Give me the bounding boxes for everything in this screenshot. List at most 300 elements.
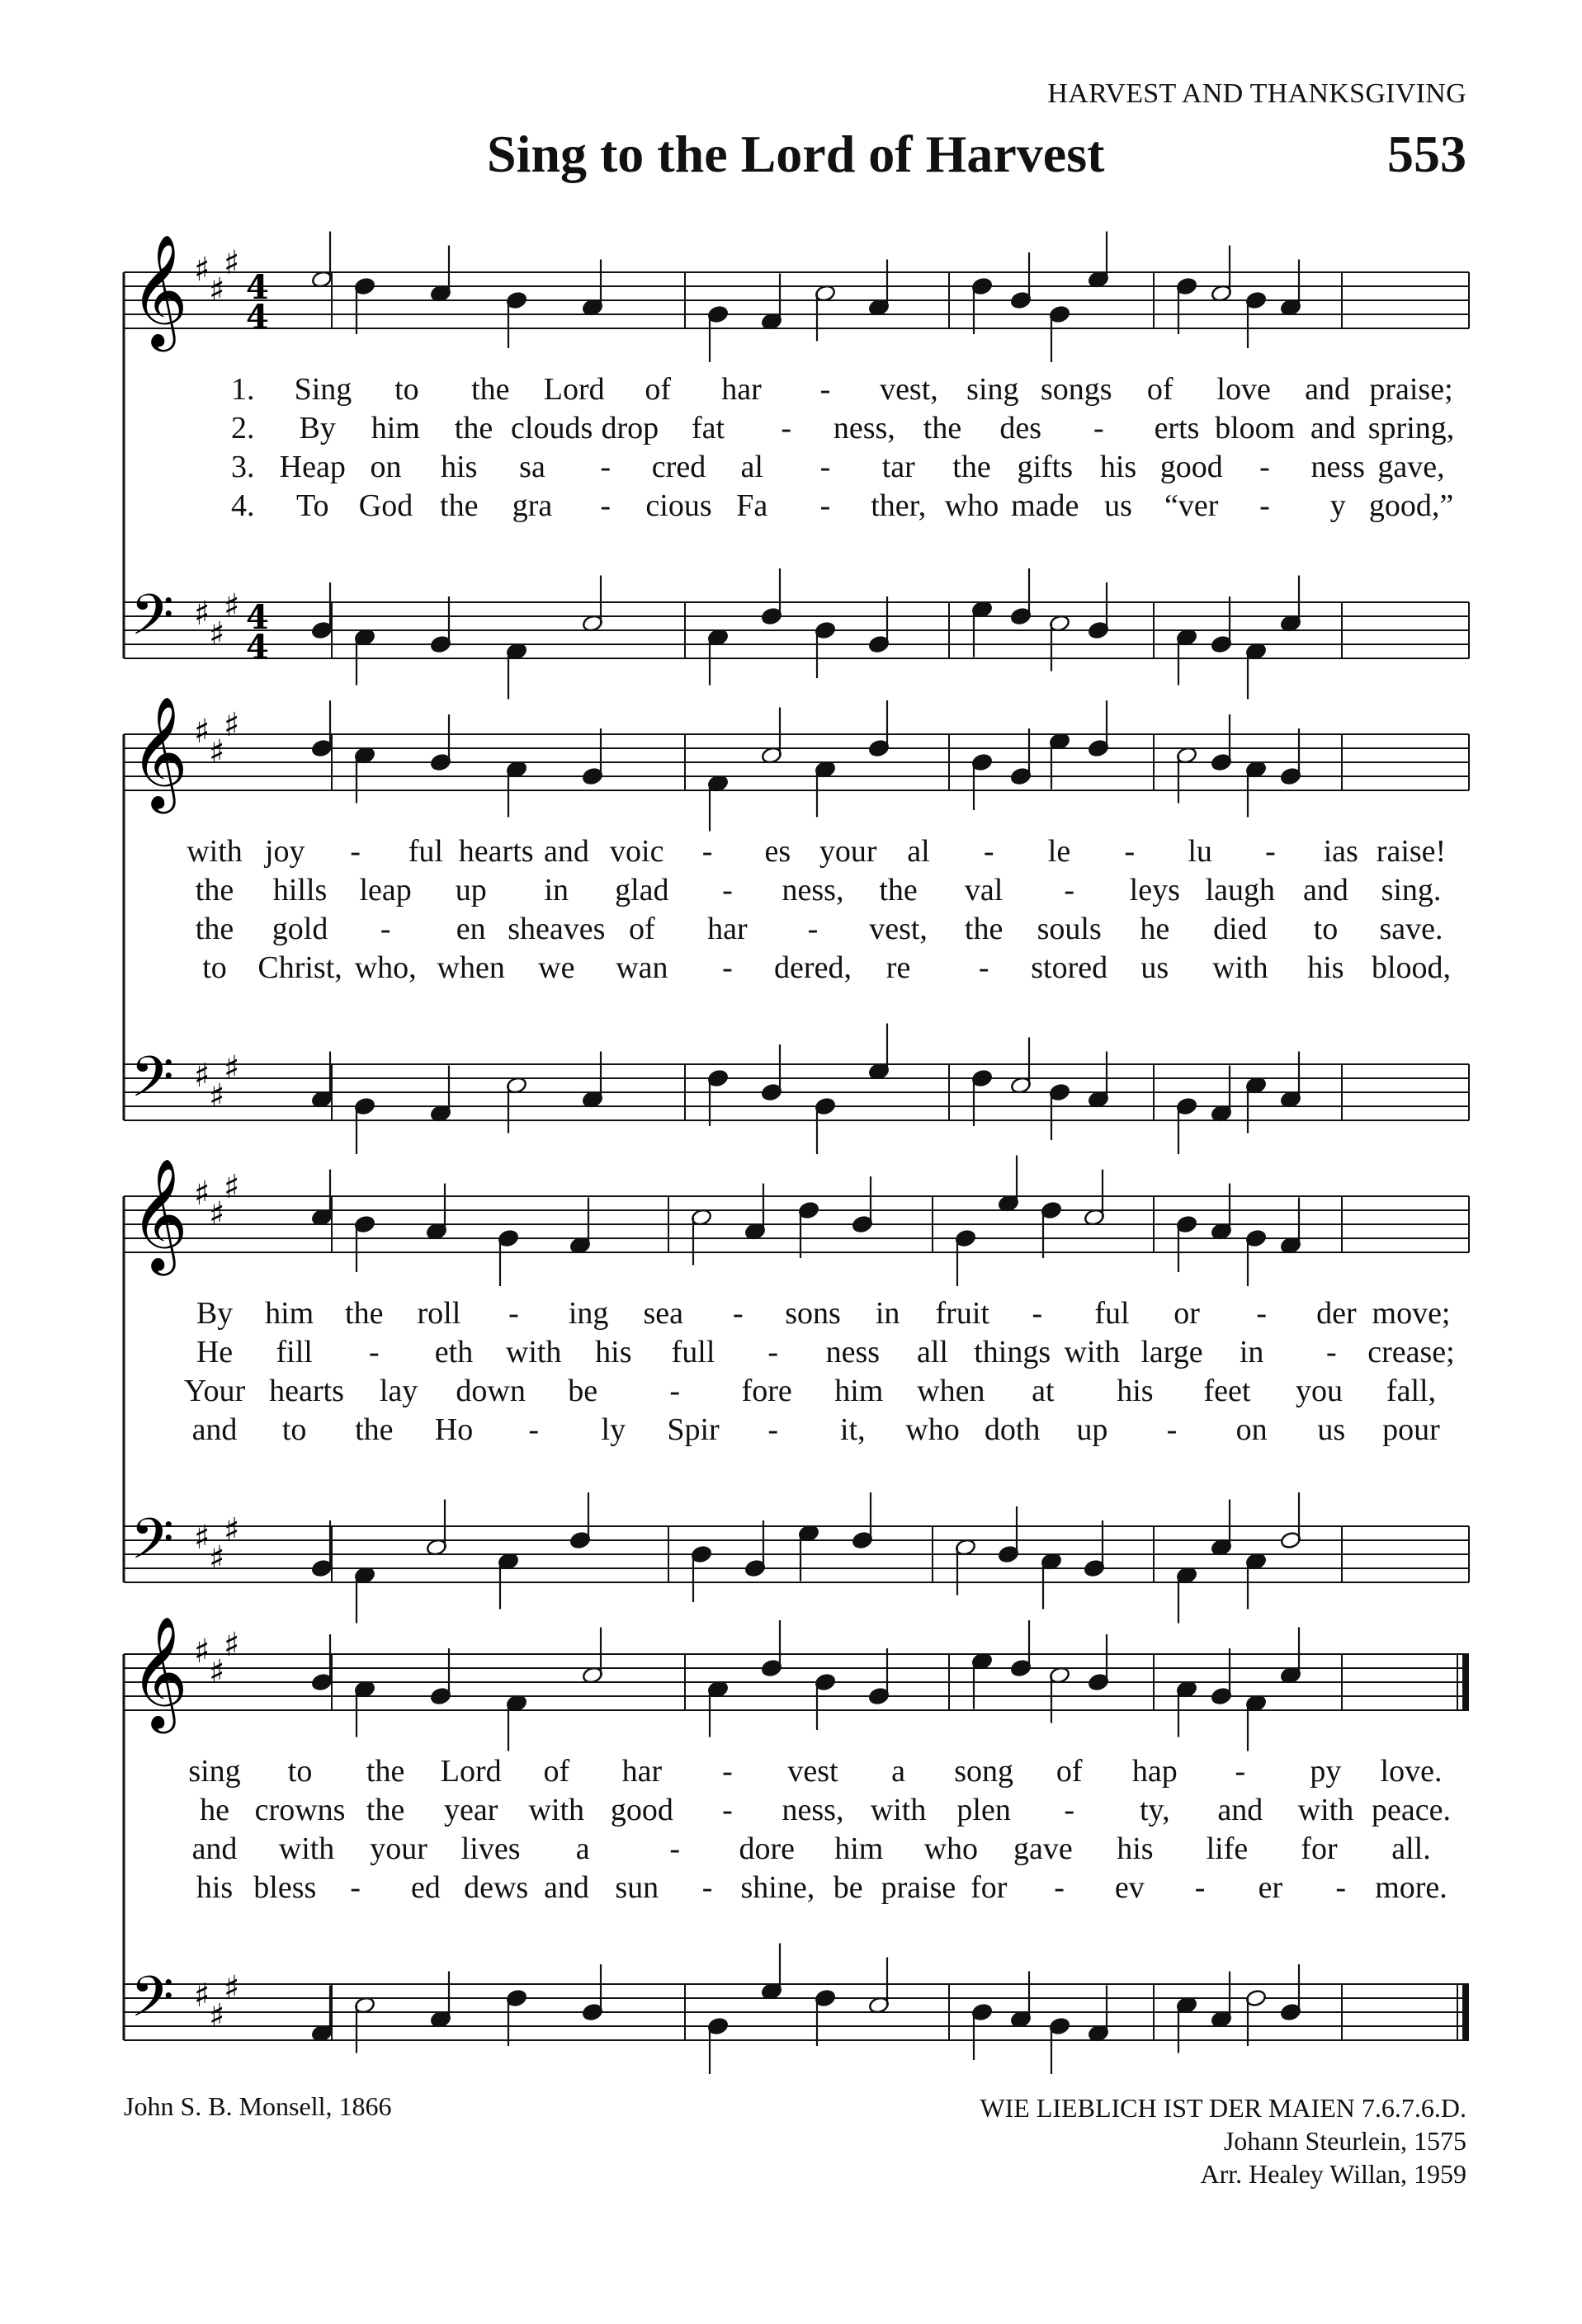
lyric-line-verse-4 xyxy=(124,1869,1469,1907)
lyric-syllable: the xyxy=(454,411,493,445)
lyric-line-verse-1 xyxy=(124,371,1469,409)
lyric-syllable: who xyxy=(905,1412,960,1447)
lyric-syllable: with xyxy=(870,1793,927,1827)
lyric-syllable: - xyxy=(600,488,612,523)
lyric-syllable: - xyxy=(767,1412,778,1447)
lyric-syllable: for xyxy=(1301,1831,1338,1866)
sharp-icon: ♯ xyxy=(209,1653,225,1691)
lyric-syllable: to xyxy=(202,950,227,985)
lyric-syllable: ly xyxy=(601,1412,626,1447)
arranger: Arr. Healey Willan, 1959 xyxy=(1200,2159,1466,2189)
verse-number: 1. xyxy=(231,372,255,407)
lyric-syllable: gave, xyxy=(1377,450,1445,484)
lyric-syllable: ful xyxy=(1094,1296,1130,1331)
lyric-syllable: your xyxy=(370,1831,427,1866)
bass-time-signature xyxy=(246,598,269,667)
bass-clef-icon: 𝄢 xyxy=(130,1965,174,2044)
lyric-syllable: he xyxy=(200,1793,229,1827)
lyric-syllable: - xyxy=(1259,450,1270,484)
lyric-syllable: save. xyxy=(1379,912,1443,946)
lyric-syllable: al xyxy=(740,450,763,484)
lyric-syllable: his xyxy=(1099,450,1137,484)
lyric-syllable: in xyxy=(875,1296,900,1331)
lyric-syllable: - xyxy=(767,1335,778,1369)
treble-time-signature xyxy=(246,268,269,337)
sharp-icon: ♯ xyxy=(224,1969,240,2007)
lyric-syllable: your xyxy=(819,834,877,869)
lyric-syllable: a xyxy=(575,1831,590,1866)
time-digit: 4 xyxy=(246,298,269,337)
lyric-syllable: we xyxy=(538,950,575,985)
lyric-syllable: lives xyxy=(460,1831,521,1866)
lyric-syllable: for xyxy=(970,1870,1008,1905)
sharp-icon: ♯ xyxy=(194,1057,210,1095)
lyric-syllable: love xyxy=(1216,372,1271,407)
final-barline-thick xyxy=(1462,1654,1469,1710)
lyric-syllable: Lord xyxy=(440,1754,502,1789)
lyric-syllable: when xyxy=(437,950,505,985)
lyric-syllable: us xyxy=(1140,950,1169,985)
lyric-syllable: drop xyxy=(601,411,659,445)
lyric-syllable: his xyxy=(1117,1374,1154,1408)
lyric-syllable: love. xyxy=(1380,1754,1443,1789)
lyric-syllable: and xyxy=(1310,411,1356,445)
lyric-line-verse-4 xyxy=(124,1412,1469,1450)
lyric-syllable: him xyxy=(265,1296,314,1331)
lyric-syllable: er xyxy=(1258,1870,1283,1905)
lyric-syllable: ness, xyxy=(782,873,844,907)
lyric-syllable: more. xyxy=(1375,1870,1447,1905)
lyric-syllable: - xyxy=(1335,1870,1347,1905)
lyric-syllable: the xyxy=(471,372,510,407)
lyric-syllable: des xyxy=(999,411,1041,445)
lyric-syllable: val xyxy=(964,873,1004,907)
lyric-line-verse-2 xyxy=(124,872,1469,910)
lyric-syllable: - xyxy=(1124,834,1136,869)
lyric-syllable: - xyxy=(508,1296,519,1331)
lyric-syllable: of xyxy=(543,1754,570,1789)
composer: Johann Steurlein, 1575 xyxy=(1223,2126,1466,2156)
lyric-syllable: hills xyxy=(272,873,328,907)
lyric-syllable: good xyxy=(610,1793,673,1827)
lyric-syllable: Christ, xyxy=(257,950,342,985)
lyric-syllable: Sing xyxy=(294,372,352,407)
lyric-syllable: vest xyxy=(787,1754,838,1789)
lyric-syllable: us xyxy=(1317,1412,1346,1447)
tune-name: WIE LIEBLICH IST DER MAIEN 7.6.7.6.D. xyxy=(980,2093,1466,2123)
sharp-icon: ♯ xyxy=(224,1168,240,1206)
lyric-syllable: - xyxy=(819,488,831,523)
lyric-syllable: hearts xyxy=(269,1374,344,1408)
lyric-syllable: gave xyxy=(1013,1831,1073,1866)
lyric-syllable: up xyxy=(1076,1412,1108,1447)
lyric-syllable: ness xyxy=(825,1335,881,1369)
lyric-syllable: - xyxy=(722,950,733,985)
sharp-icon: ♯ xyxy=(209,1077,225,1115)
lyric-syllable: move; xyxy=(1372,1296,1451,1331)
lyric-syllable: ness xyxy=(1310,450,1365,484)
lyric-syllable: der xyxy=(1316,1296,1357,1331)
lyric-syllable: his xyxy=(595,1335,632,1369)
lyric-syllable: and xyxy=(1305,372,1350,407)
lyric-syllable: at xyxy=(1032,1374,1055,1408)
lyric-syllable: of xyxy=(629,912,655,946)
lyric-syllable: be xyxy=(833,1870,863,1905)
lyric-syllable: - xyxy=(722,1754,733,1789)
lyric-syllable: sea xyxy=(643,1296,684,1331)
lyric-syllable: with xyxy=(528,1793,585,1827)
lyric-syllable: who, xyxy=(354,950,417,985)
lyric-syllable: in xyxy=(1239,1335,1264,1369)
sharp-icon: ♯ xyxy=(224,587,240,625)
sharp-icon: ♯ xyxy=(194,1977,210,2015)
lyric-syllable: to xyxy=(287,1754,313,1789)
lyric-syllable: py xyxy=(1310,1754,1342,1789)
lyric-syllable: souls xyxy=(1037,912,1102,946)
treble-clef-icon: 𝄞 xyxy=(130,1615,188,1728)
lyric-syllable: - xyxy=(1259,488,1270,523)
sharp-icon: ♯ xyxy=(194,251,210,289)
music-system-3 xyxy=(124,1157,1469,1625)
lyric-syllable: sing. xyxy=(1381,873,1442,907)
lyric-syllable: - xyxy=(1032,1296,1043,1331)
lyric-syllable: - xyxy=(722,873,733,907)
lyric-syllable: up xyxy=(455,873,487,907)
sharp-icon: ♯ xyxy=(209,271,225,309)
sharp-icon: ♯ xyxy=(209,1195,225,1233)
lyric-syllable: when xyxy=(917,1374,985,1408)
lyric-syllable: eth xyxy=(434,1335,474,1369)
lyric-syllable: pour xyxy=(1382,1412,1440,1447)
lyric-syllable: joy xyxy=(265,834,305,869)
lyric-syllable: hap xyxy=(1131,1754,1178,1789)
lyric-syllable: ing xyxy=(568,1296,609,1331)
lyric-syllable: praise xyxy=(881,1870,956,1905)
sharp-icon: ♯ xyxy=(224,706,240,744)
lyric-syllable: - xyxy=(701,1870,713,1905)
lyric-syllable: “ver xyxy=(1164,488,1219,523)
lyric-syllable: fall, xyxy=(1386,1374,1437,1408)
lyric-syllable: full xyxy=(671,1335,715,1369)
lyric-line-verse-3 xyxy=(124,911,1469,949)
lyric-syllable: to xyxy=(394,372,419,407)
lyric-syllable: with xyxy=(1297,1793,1354,1827)
lyric-syllable: spring, xyxy=(1367,411,1455,445)
lyric-syllable: the xyxy=(440,488,479,523)
time-digit: 4 xyxy=(246,268,269,307)
lyric-syllable: him xyxy=(834,1374,884,1408)
lyric-syllable: of xyxy=(645,372,671,407)
lyric-syllable: - xyxy=(807,912,819,946)
lyric-syllable: the xyxy=(923,411,962,445)
lyric-syllable: - xyxy=(1194,1870,1206,1905)
treble-staff xyxy=(124,1196,1469,1252)
lyric-syllable: crease; xyxy=(1367,1335,1455,1369)
hymn-number: 553 xyxy=(1387,125,1466,183)
lyric-syllable: - xyxy=(1093,411,1104,445)
lyric-syllable: He xyxy=(196,1335,234,1369)
text-author: John S. B. Monsell, 1866 xyxy=(124,2091,392,2121)
lyric-syllable: har xyxy=(721,372,762,407)
lyric-syllable: - xyxy=(722,1793,733,1827)
lyric-syllable: or xyxy=(1174,1296,1200,1331)
lyric-line-verse-2 xyxy=(124,1792,1469,1830)
lyric-syllable: made xyxy=(1011,488,1079,523)
lyric-syllable: laugh xyxy=(1205,873,1276,907)
lyric-syllable: ness, xyxy=(833,411,895,445)
lyric-syllable: - xyxy=(701,834,713,869)
lyric-syllable: with xyxy=(278,1831,335,1866)
lyric-syllable: gra xyxy=(512,488,553,523)
lyric-syllable: the xyxy=(952,450,991,484)
lyric-syllable: with xyxy=(1212,950,1268,985)
lyric-syllable: with xyxy=(505,1335,562,1369)
section-heading: HARVEST AND THANKSGIVING xyxy=(1047,78,1466,109)
lyric-syllable: doth xyxy=(984,1412,1041,1447)
lyric-syllable: us xyxy=(1104,488,1132,523)
lyric-syllable: all xyxy=(917,1335,948,1369)
sharp-icon: ♯ xyxy=(224,1049,240,1087)
lyric-syllable: - xyxy=(369,1335,380,1369)
lyric-syllable: and xyxy=(191,1831,238,1866)
sharp-icon: ♯ xyxy=(224,244,240,282)
lyric-syllable: sing xyxy=(966,372,1019,407)
lyric-syllable: - xyxy=(1064,873,1075,907)
lyric-syllable: - xyxy=(350,1870,361,1905)
lyric-syllable: - xyxy=(350,834,361,869)
lyric-syllable: ness, xyxy=(782,1793,844,1827)
lyric-syllable: and xyxy=(191,1412,238,1447)
lyric-line-verse-3 xyxy=(124,449,1469,487)
lyric-syllable: crowns xyxy=(254,1793,346,1827)
lyric-syllable: - xyxy=(978,950,989,985)
music-credits xyxy=(980,2091,1466,2190)
lyric-syllable: wan xyxy=(616,950,668,985)
lyric-syllable: the xyxy=(195,912,234,946)
lyric-syllable: - xyxy=(380,912,391,946)
verse-number: 3. xyxy=(231,450,255,484)
final-barline-thick xyxy=(1462,1984,1469,2040)
lyric-syllable: vest, xyxy=(880,372,938,407)
bass-clef-icon: 𝄢 xyxy=(130,583,174,662)
lyric-syllable: cred xyxy=(651,450,706,484)
lyric-syllable: lu xyxy=(1188,834,1212,869)
lyric-syllable: the xyxy=(366,1754,405,1789)
sharp-icon: ♯ xyxy=(209,1539,225,1577)
lyric-syllable: of xyxy=(1146,372,1174,407)
lyric-syllable: year xyxy=(444,1793,498,1827)
lyric-syllable: ev xyxy=(1114,1870,1145,1905)
lyric-syllable: it, xyxy=(840,1412,866,1447)
sharp-icon: ♯ xyxy=(194,595,210,633)
lyric-syllable: har xyxy=(707,912,748,946)
lyric-syllable: blood, xyxy=(1371,950,1452,985)
lyric-syllable: hearts xyxy=(458,834,534,869)
sharp-icon: ♯ xyxy=(209,733,225,771)
lyric-syllable: raise! xyxy=(1376,834,1447,869)
lyric-syllable: things xyxy=(974,1335,1051,1369)
lyric-syllable: and xyxy=(544,1870,589,1905)
lyric-syllable: songs xyxy=(1040,372,1112,407)
lyric-syllable: - xyxy=(781,411,791,445)
lyric-syllable: song xyxy=(954,1754,1014,1789)
lyric-syllable: bless xyxy=(253,1870,317,1905)
lyric-syllable: fruit xyxy=(935,1296,989,1331)
bass-clef-icon: 𝄢 xyxy=(130,1507,174,1586)
lyric-syllable: him xyxy=(371,411,420,445)
lyric-syllable: life xyxy=(1206,1831,1249,1866)
lyric-syllable: sa xyxy=(519,450,545,484)
sharp-icon: ♯ xyxy=(194,1633,210,1671)
lyric-syllable: with xyxy=(187,834,243,869)
lyric-syllable: - xyxy=(1064,1793,1075,1827)
lyric-syllable: Fa xyxy=(736,488,768,523)
lyric-syllable: - xyxy=(669,1374,681,1408)
lyric-syllable: feet xyxy=(1203,1374,1251,1408)
lyric-syllable: stored xyxy=(1031,950,1108,985)
lyric-syllable: sing xyxy=(188,1754,241,1789)
lyric-syllable: him xyxy=(834,1831,884,1866)
lyric-syllable: to xyxy=(281,1412,307,1447)
lyric-syllable: ful xyxy=(408,834,443,869)
lyric-line-verse-3 xyxy=(124,1831,1469,1869)
bass-clef-icon: 𝄢 xyxy=(130,1045,174,1124)
lyric-syllable: vest, xyxy=(869,912,928,946)
lyric-syllable: dore xyxy=(739,1831,795,1866)
sharp-icon: ♯ xyxy=(194,1519,210,1557)
lyric-syllable: ed xyxy=(410,1870,441,1905)
lyric-line-verse-3 xyxy=(124,1373,1469,1411)
lyric-syllable: God xyxy=(358,488,413,523)
lyric-syllable: - xyxy=(733,1296,744,1331)
lyric-syllable: Lord xyxy=(543,372,605,407)
lyric-syllable: gold xyxy=(272,912,328,946)
lyric-syllable: dews xyxy=(464,1870,529,1905)
lyric-syllable: fat xyxy=(691,411,725,445)
lyric-syllable: al xyxy=(907,834,930,869)
lyric-syllable: voic xyxy=(610,834,664,869)
lyric-syllable: the xyxy=(345,1296,384,1331)
lyric-syllable: re xyxy=(885,950,911,985)
lyric-syllable: tar xyxy=(881,450,915,484)
verse-number: 2. xyxy=(231,411,255,445)
lyric-syllable: good xyxy=(1159,450,1223,484)
lyric-syllable: his xyxy=(196,1870,234,1905)
sharp-icon: ♯ xyxy=(224,1511,240,1549)
lyric-syllable: dered, xyxy=(774,950,852,985)
lyric-syllable: ias xyxy=(1323,834,1358,869)
lyric-syllable: on xyxy=(370,450,402,484)
lyric-syllable: the xyxy=(964,912,1004,946)
lyric-syllable: - xyxy=(1256,1296,1268,1331)
lyric-syllable: - xyxy=(1265,834,1276,869)
lyric-syllable: on xyxy=(1235,1412,1268,1447)
lyric-line-verse-1 xyxy=(124,833,1469,871)
lyric-syllable: died xyxy=(1213,912,1268,946)
lyric-syllable: glad xyxy=(615,873,669,907)
treble-clef-icon: 𝄞 xyxy=(130,233,188,346)
lyric-syllable: sun xyxy=(615,1870,659,1905)
lyric-syllable: his xyxy=(441,450,478,484)
lyric-syllable: fill xyxy=(276,1335,313,1369)
lyric-syllable: all. xyxy=(1391,1831,1431,1866)
sharp-icon: ♯ xyxy=(209,615,225,653)
lyric-syllable: large xyxy=(1140,1335,1203,1369)
lyric-syllable: of xyxy=(1055,1754,1083,1789)
lyric-syllable: the xyxy=(366,1793,405,1827)
lyric-syllable: and xyxy=(1302,873,1348,907)
lyric-line-verse-4 xyxy=(124,950,1469,988)
music-system-1 xyxy=(124,233,1469,701)
lyric-syllable: down xyxy=(456,1374,526,1408)
lyric-syllable: es xyxy=(764,834,791,869)
lyric-syllable: har xyxy=(621,1754,663,1789)
lyric-syllable: sheaves xyxy=(508,912,606,946)
lyric-syllable: bloom xyxy=(1215,411,1296,445)
music-system-4 xyxy=(124,1615,1469,2083)
lyric-syllable: he xyxy=(1140,912,1170,946)
lyric-syllable: fore xyxy=(741,1374,792,1408)
lyric-syllable: - xyxy=(1235,1754,1246,1789)
lyric-syllable: with xyxy=(1064,1335,1121,1369)
lyric-syllable: his xyxy=(1117,1831,1154,1866)
lyric-syllable: plen xyxy=(956,1793,1011,1827)
lyric-syllable: peace. xyxy=(1372,1793,1451,1827)
time-digit: 4 xyxy=(246,628,269,667)
hymn-title: Sing to the Lord of Harvest xyxy=(487,125,1105,183)
lyric-syllable: - xyxy=(983,834,994,869)
lyric-syllable: good,” xyxy=(1368,488,1454,523)
lyric-syllable: shine, xyxy=(740,1870,815,1905)
lyric-syllable: Your xyxy=(183,1374,246,1408)
lyric-syllable: en xyxy=(456,912,486,946)
lyric-syllable: a xyxy=(891,1754,905,1789)
lyric-syllable: gifts xyxy=(1017,450,1074,484)
lyric-syllable: the xyxy=(879,873,918,907)
lyric-syllable: - xyxy=(669,1831,681,1866)
lyric-syllable: - xyxy=(1054,1870,1065,1905)
lyric-syllable: ther, xyxy=(871,488,927,523)
lyric-syllable: praise; xyxy=(1369,372,1453,407)
lyric-syllable: you xyxy=(1295,1374,1343,1408)
lyric-syllable: By xyxy=(196,1296,234,1331)
sharp-icon: ♯ xyxy=(194,1175,210,1213)
lyric-syllable: - xyxy=(528,1412,539,1447)
lyric-syllable: y xyxy=(1329,488,1346,523)
lyric-syllable: Spir xyxy=(667,1412,720,1447)
sharp-icon: ♯ xyxy=(194,713,210,751)
lyric-syllable: his xyxy=(1307,950,1344,985)
time-digit: 4 xyxy=(246,598,269,637)
lyric-syllable: - xyxy=(600,450,612,484)
lyric-syllable: lay xyxy=(379,1374,418,1408)
lyric-syllable: Ho xyxy=(434,1412,474,1447)
lyric-syllable: and xyxy=(544,834,589,869)
lyric-syllable: By xyxy=(299,411,336,445)
lyric-syllable: Heap xyxy=(279,450,346,484)
treble-clef-icon: 𝄞 xyxy=(130,695,188,808)
lyric-syllable: - xyxy=(1166,1412,1178,1447)
sharp-icon: ♯ xyxy=(209,1997,225,2035)
music-system-2 xyxy=(124,695,1469,1163)
lyric-syllable: leap xyxy=(359,873,412,907)
lyric-syllable: sons xyxy=(785,1296,841,1331)
lyric-syllable: who xyxy=(944,488,999,523)
lyric-syllable: roll xyxy=(417,1296,461,1331)
lyric-line-verse-2 xyxy=(124,1334,1469,1372)
lyric-syllable: and xyxy=(1217,1793,1263,1827)
lyric-syllable: le xyxy=(1047,834,1071,869)
